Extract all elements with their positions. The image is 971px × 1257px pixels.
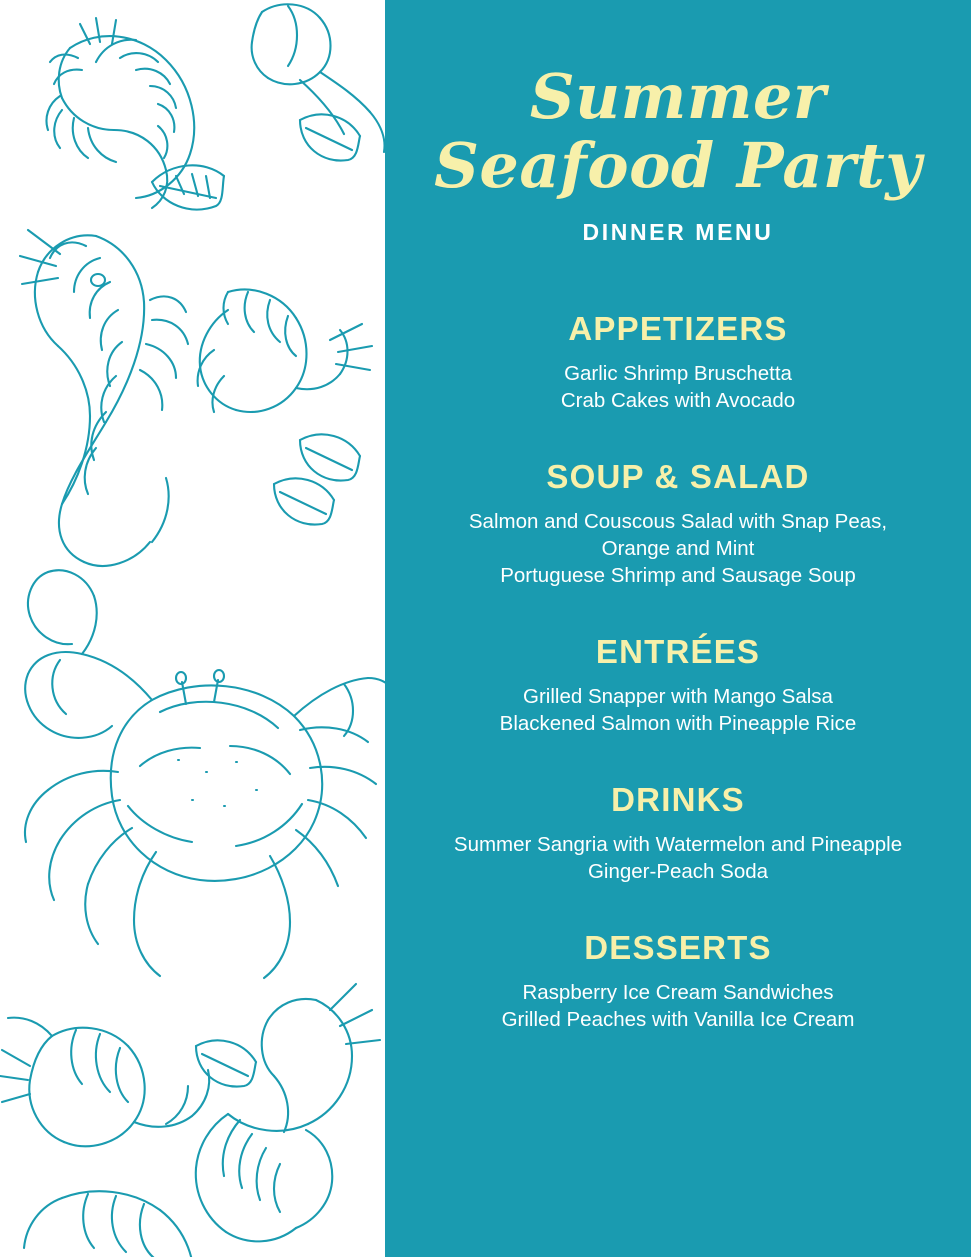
title-line-1: Summer [529, 60, 827, 133]
menu-sections [407, 310, 949, 1034]
shrimp-icon-mid-left [20, 230, 188, 566]
section-heading: SOUP & SALAD [546, 457, 810, 495]
menu-item: Crab Cakes with Avocado [560, 388, 796, 412]
menu-section-appetizers [407, 310, 949, 414]
section-heading: DRINKS [611, 781, 745, 819]
title-line-2: Seafood Party [434, 129, 922, 203]
menu-item: Portuguese Shrimp and Sausage Soup [500, 564, 856, 588]
menu-item: Orange and Mint [601, 537, 755, 561]
leaf-icon-upper-left [152, 165, 224, 209]
shrimp-icon-bottom-left [0, 1018, 209, 1147]
shrimp-icon-mid-right [198, 290, 372, 412]
leaf-icon-mid-center [274, 478, 334, 524]
page-title [407, 62, 949, 201]
section-items [407, 979, 949, 1033]
leaf-icon-mid-right [300, 434, 360, 480]
lobster-icon-bottom [24, 984, 380, 1257]
leaf-icon-bottom [196, 1040, 256, 1086]
leaf-icon-upper-right [300, 114, 360, 160]
section-items [407, 831, 949, 885]
menu-section-desserts [407, 929, 949, 1033]
menu-content-panel [385, 0, 971, 1257]
lobster-claw-icon-top [252, 4, 385, 152]
seafood-illustration-panel [0, 0, 385, 1257]
shrimp-icon-top-left [47, 18, 195, 208]
menu-section-drinks [407, 781, 949, 885]
seafood-line-art [0, 0, 385, 1257]
menu-item: Garlic Shrimp Bruschetta [564, 361, 792, 385]
section-items [407, 360, 949, 414]
section-items [407, 683, 949, 737]
section-heading: APPETIZERS [568, 309, 788, 347]
menu-item: Ginger-Peach Soda [587, 860, 769, 884]
menu-item: Grilled Snapper with Mango Salsa [523, 685, 833, 709]
menu-item: Grilled Peaches with Vanilla Ice Cream [501, 1008, 855, 1032]
page-subtitle: DINNER MENU [582, 218, 774, 245]
section-heading: ENTRÉES [595, 633, 761, 671]
crab-icon [25, 570, 385, 978]
menu-item: Salmon and Couscous Salad with Snap Peas, [468, 509, 888, 533]
menu-section-soup-and-salad [407, 458, 949, 589]
title-block [407, 0, 949, 246]
menu-section-entrees [407, 633, 949, 737]
section-heading: DESSERTS [584, 929, 772, 967]
menu-item: Blackened Salmon with Pineapple Rice [499, 712, 857, 736]
section-items [407, 508, 949, 589]
menu-item: Raspberry Ice Cream Sandwiches [522, 981, 834, 1005]
menu-item: Summer Sangria with Watermelon and Pineapple [453, 833, 903, 857]
